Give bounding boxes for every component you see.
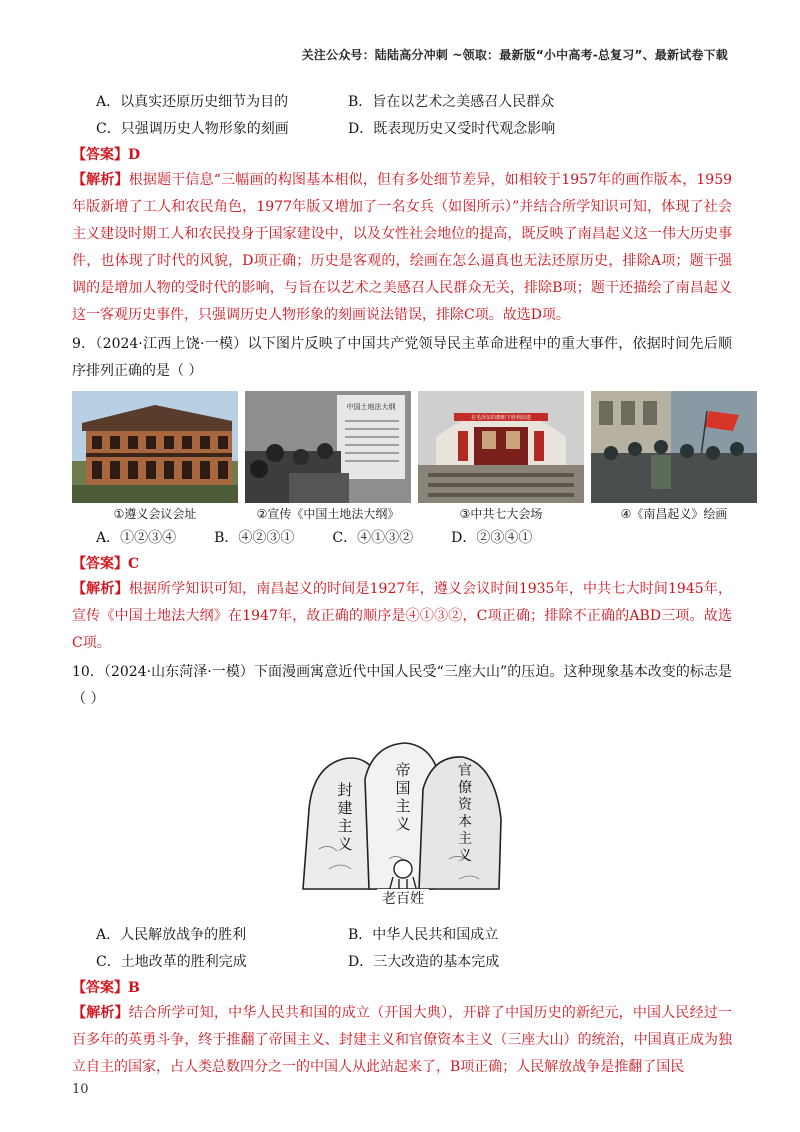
q8-options bbox=[72, 92, 732, 139]
q10-answer-label: 【答案】 bbox=[72, 980, 128, 996]
q8-expl-text: 根据题干信息“三幅画的构图基本相似，但有多处细节差异，如相较于1957年的画作版本，1959年版新增了工人和农民角色，1977年版又增加了一名女兵（如图所示）”并结合所学知识可知，体现了社会主义建设时期工人和农民投身于国家建设中，以及女性社会地位的提高，既反映了南昌起义这一伟大历史事件，也体现了时代的风貌，D项正确；历史是客观的，绘画在怎么逼真也无法还原历史，排除A项；题干强调的是增加人物的受时代的影响，与旨在以艺术之美感召人民群众无关，排除B项；题干还描绘了南昌起义这一客观历史事件，只强调历史人物形象的刻画说法错误，排除C项。故选D项。 bbox=[72, 172, 733, 323]
page-number: 10 bbox=[72, 1082, 89, 1097]
q9-expl-label: 【解析】 bbox=[72, 581, 129, 597]
q8-option-d: D．既表现历史又受时代观念影响 bbox=[348, 121, 556, 137]
three-mountains-drawing bbox=[299, 739, 505, 909]
q10-answer bbox=[72, 977, 732, 999]
q8-answer-value: D bbox=[128, 147, 141, 163]
page-content bbox=[72, 92, 732, 1081]
q8-explanation bbox=[72, 167, 732, 329]
q9-option-c: C．④①③② bbox=[332, 530, 414, 546]
q9-answer-label: 【答案】 bbox=[72, 556, 128, 572]
cartoon-feudalism-label bbox=[337, 781, 352, 853]
cartoon-common-people-label: 老百姓 bbox=[382, 891, 424, 907]
photo-nanchang-caption: ④《南昌起义》绘画 bbox=[620, 507, 728, 521]
q9-option-a: A．①②③④ bbox=[96, 530, 177, 546]
q10-option-d: D．三大改造的基本完成 bbox=[348, 954, 500, 970]
q10-option-c: C．土地改革的胜利完成 bbox=[96, 954, 247, 970]
cartoon-bureaucratic-capitalism-label bbox=[458, 763, 473, 864]
q8-option-a: A．以真实还原历史细节为目的 bbox=[96, 94, 289, 110]
photo-land-law bbox=[245, 391, 411, 522]
three-mountains-cartoon bbox=[72, 739, 732, 909]
q9-answer-value: C bbox=[128, 556, 140, 572]
q10-option-b: B．中华人民共和国成立 bbox=[348, 927, 499, 943]
q8-expl-label: 【解析】 bbox=[72, 172, 129, 188]
q10-expl-label: 【解析】 bbox=[72, 1005, 129, 1021]
congress-banner-text: 在毛泽东的旗帜下胜利前进 bbox=[470, 415, 532, 421]
q9-photos bbox=[72, 391, 732, 522]
q9-options bbox=[72, 528, 732, 548]
seventh-congress-hall-image bbox=[418, 391, 584, 503]
photo-seventh-congress-caption: ③中共七大会场 bbox=[459, 507, 543, 521]
q9-option-b: B．④②③① bbox=[214, 530, 295, 546]
q9-explanation bbox=[72, 576, 732, 657]
q9-stem: 9．（2024·江西上饶·一模）以下图片反映了中国共产党领导民主革命进程中的重大事件，依据时间先后顺序排列正确的是（ ） bbox=[72, 336, 732, 379]
q9-option-d: D．②③④① bbox=[451, 530, 533, 546]
cartoon-feudalism-text: 封建主义 bbox=[337, 781, 353, 853]
photo-land-law-caption: ②宣传《中国土地法大纲》 bbox=[256, 507, 400, 521]
q10-options bbox=[72, 925, 732, 972]
q9-expl-text: 根据所学知识可知，南昌起义的时间是1927年，遵义会议时间1935年，中共七大时间1945年，宣传《中国土地法大纲》在1947年，故正确的顺序是④①③②，C项正确；排除不正确的ABD三项。故选C项。 bbox=[72, 581, 733, 651]
cartoon-imperialism-label bbox=[395, 761, 410, 833]
land-law-propaganda-image bbox=[245, 391, 411, 503]
page-header: 关注公众号：陆陆高分冲刺 ~领取：最新版“小中高考-总复习”、最新试卷下载 bbox=[301, 48, 728, 62]
q8-answer-label: 【答案】 bbox=[72, 147, 128, 163]
cartoon-bureaucratic-text: 官僚资本主义 bbox=[458, 763, 472, 864]
photo-nanchang bbox=[591, 391, 757, 522]
q8-answer bbox=[72, 144, 732, 166]
q10-option-a: A．人民解放战争的胜利 bbox=[96, 927, 247, 943]
photo-seventh-congress bbox=[418, 391, 584, 522]
q9-answer bbox=[72, 553, 732, 575]
cartoon-imperialism-text: 帝国主义 bbox=[395, 761, 411, 833]
q8-option-c: C．只强调历史人物形象的刻画 bbox=[96, 121, 289, 137]
q10-answer-value: B bbox=[128, 980, 140, 996]
photo-zunyi-caption: ①遵义会议会址 bbox=[113, 507, 197, 521]
q10-explanation bbox=[72, 1000, 732, 1081]
q10-stem: 10．（2024·山东菏泽·一模）下面漫画寓意近代中国人民受“三座大山”的压迫。这种现象基本改变的标志是（ ） bbox=[72, 664, 732, 707]
q10-expl-text: 结合所学可知，中华人民共和国的成立（开国大典），开辟了中国历史的新纪元，中国人民经过一百多年的英勇斗争，终于推翻了帝国主义、封建主义和官僚资本主义（三座大山）的统治，中国真正成为独立自主的国家，占人类总数四分之一的中国人从此站起来了，B项正确；人民解放战争是推翻了国民 bbox=[72, 1005, 733, 1075]
q8-option-b: B．旨在以艺术之美感召人民群众 bbox=[348, 94, 555, 110]
nanchang-uprising-painting-image bbox=[591, 391, 757, 503]
zunyi-building-image bbox=[72, 391, 238, 503]
photo-zunyi bbox=[72, 391, 238, 522]
land-law-sign-text: 中国土地法大纲 bbox=[346, 403, 396, 411]
